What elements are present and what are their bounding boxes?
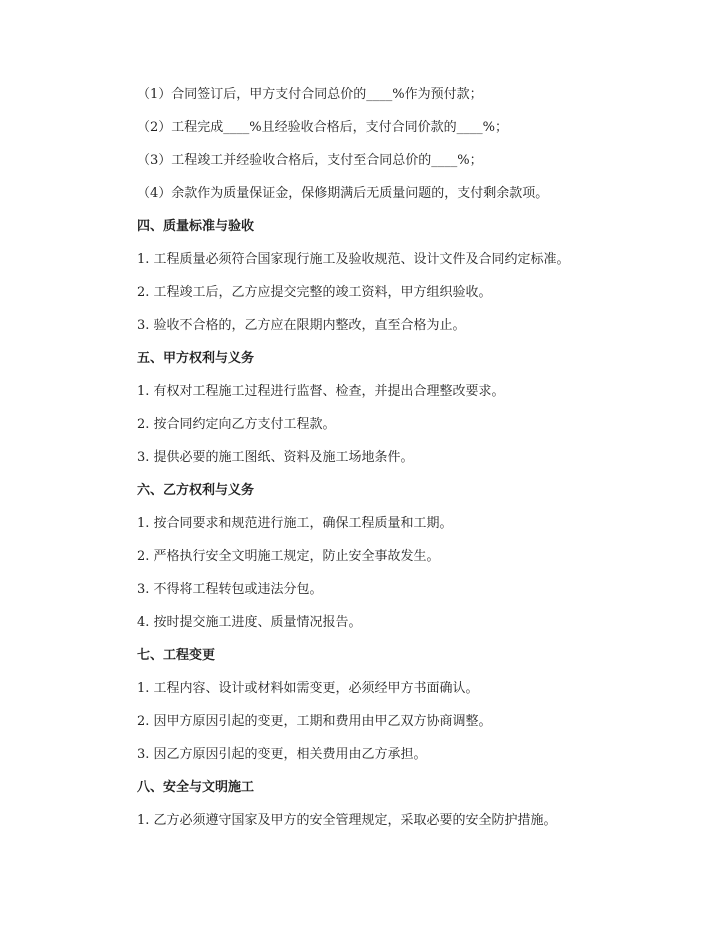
paragraph-line: 3. 因乙方原因引起的变更，相关费用由乙方承担。 bbox=[137, 747, 427, 762]
paragraph-line: 1. 按合同要求和规范进行施工，确保工程质量和工期。 bbox=[137, 516, 453, 531]
paragraph-line: （2）工程完成____%且经验收合格后，支付合同价款的____%； bbox=[137, 120, 508, 135]
section-heading: 六、乙方权利与义务 bbox=[137, 483, 255, 498]
paragraph-line: 2. 工程竣工后，乙方应提交完整的竣工资料，甲方组织验收。 bbox=[137, 285, 492, 300]
paragraph-line: 1. 乙方必须遵守国家及甲方的安全管理规定，采取必要的安全防护措施。 bbox=[137, 813, 557, 828]
paragraph-line: 1. 工程内容、设计或材料如需变更，必须经甲方书面确认。 bbox=[137, 681, 479, 696]
paragraph-line: （4）余款作为质量保证金，保修期满后无质量问题的，支付剩余款项。 bbox=[137, 186, 549, 201]
paragraph-line: 2. 严格执行安全文明施工规定，防止安全事故发生。 bbox=[137, 549, 440, 564]
paragraph-line: 4. 按时提交施工进度、质量情况报告。 bbox=[137, 615, 362, 630]
paragraph-line: 3. 提供必要的施工图纸、资料及施工场地条件。 bbox=[137, 450, 414, 465]
section-heading: 七、工程变更 bbox=[137, 648, 216, 663]
paragraph-line: 1. 有权对工程施工过程进行监督、检查，并提出合理整改要求。 bbox=[137, 384, 505, 399]
section-heading: 五、甲方权利与义务 bbox=[137, 351, 255, 366]
paragraph-line: 1. 工程质量必须符合国家现行施工及验收规范、设计文件及合同约定标准。 bbox=[137, 252, 570, 267]
paragraph-line: （3）工程竣工并经验收合格后，支付至合同总价的____%； bbox=[137, 153, 483, 168]
section-heading: 八、安全与文明施工 bbox=[137, 780, 255, 795]
paragraph-line: 2. 因甲方原因引起的变更，工期和费用由甲乙双方协商调整。 bbox=[137, 714, 492, 729]
section-heading: 四、质量标准与验收 bbox=[137, 219, 255, 234]
paragraph-line: （1）合同签订后，甲方支付合同总价的____%作为预付款； bbox=[137, 87, 483, 102]
paragraph-line: 2. 按合同约定向乙方支付工程款。 bbox=[137, 417, 336, 432]
paragraph-line: 3. 验收不合格的，乙方应在限期内整改，直至合格为止。 bbox=[137, 318, 466, 333]
paragraph-line: 3. 不得将工程转包或违法分包。 bbox=[137, 582, 323, 597]
